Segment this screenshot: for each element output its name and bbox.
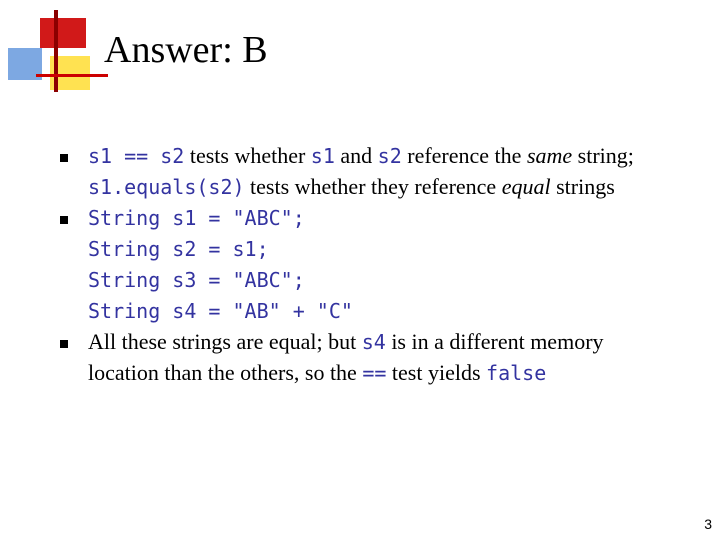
code-span: String s4 = "AB" + "C" xyxy=(88,299,353,323)
text-span: test yields xyxy=(386,360,487,385)
text-span: tests whether they reference xyxy=(244,174,502,199)
bullet-line xyxy=(88,173,615,201)
text-span: and xyxy=(334,143,378,168)
code-span: String s2 = s1; xyxy=(88,237,269,261)
text-span: All these strings are equal; but xyxy=(88,329,362,354)
text-span: same xyxy=(526,143,573,168)
code-span: s2 xyxy=(377,144,402,168)
code-span: String s1 = "ABC"; xyxy=(88,206,305,230)
code-span: s1 == s2 xyxy=(88,144,185,168)
text-span: equal xyxy=(501,174,551,199)
text-span: reference the xyxy=(401,143,527,168)
bullet-marker xyxy=(60,340,68,348)
bullet-line xyxy=(88,142,634,170)
text-span: tests whether xyxy=(184,143,311,168)
bullet-line xyxy=(88,297,353,325)
slide-title: Answer: B xyxy=(104,29,268,71)
page-number: 3 xyxy=(704,516,712,532)
bullet-marker xyxy=(60,216,68,224)
code-span: String s3 = "ABC"; xyxy=(88,268,305,292)
code-span: false xyxy=(486,361,547,385)
bullet-line xyxy=(88,266,305,294)
bullet-line xyxy=(88,235,269,263)
slide-logo-graphic xyxy=(0,0,110,100)
bullet-line xyxy=(88,204,305,232)
bullet-line xyxy=(88,359,546,387)
text-span: location than the others, so the xyxy=(88,360,363,385)
code-span: s1 xyxy=(310,144,335,168)
code-span: s4 xyxy=(361,330,386,354)
code-span: == xyxy=(362,361,387,385)
code-span: s1.equals(s2) xyxy=(88,175,245,199)
bullet-line xyxy=(88,328,604,356)
bullet-marker xyxy=(60,154,68,162)
text-span: strings xyxy=(550,174,615,199)
text-span: string; xyxy=(572,143,634,168)
text-span: is in a different memory xyxy=(385,329,604,354)
